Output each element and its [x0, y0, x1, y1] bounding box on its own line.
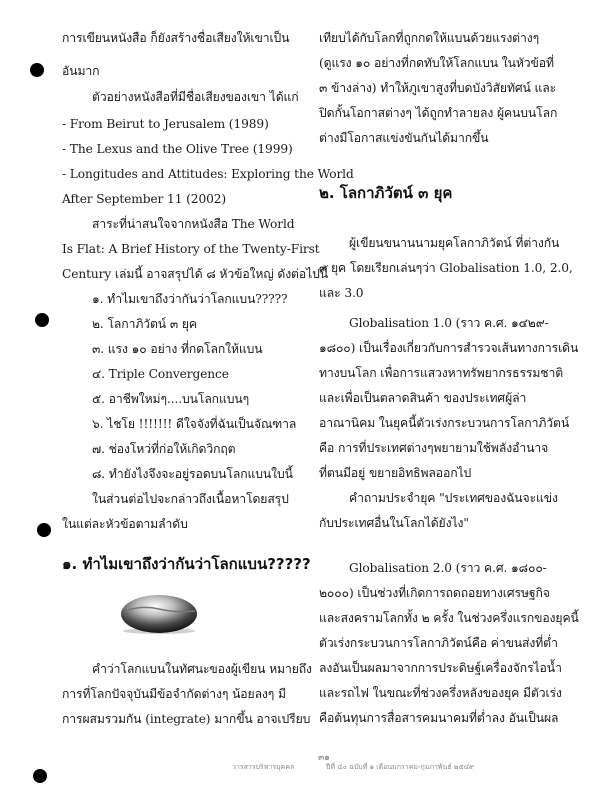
topic-list-item: ๓. แรง ๑๐ อย่าง ที่กดโลกให้แบน: [92, 342, 263, 356]
binder-hole-icon: [33, 769, 47, 783]
body-text-line: และรถไฟ ในขณะที่ช่วงครึ่งหลังของยุค มีตัวเร่ง: [319, 686, 562, 700]
body-text-line: ที่ตนมีอยู่ ขยายอิทธิพลออกไป: [319, 466, 472, 480]
topic-list-item: ๕. อาชีพใหม่ๆ....บนโลกแบนๆ: [92, 392, 250, 406]
topic-list-item: ๔. Triple Convergence: [92, 367, 229, 381]
topic-list-item: ๒. โลกาภิวัตน์ ๓ ยุค: [92, 317, 197, 331]
topic-list-item: ๘. ทำยังไงจึงจะอยู่รอดบนโลกแบนใบนี้: [92, 467, 293, 481]
body-text-line: คำว่าโลกแบนในทัศนะของผู้เขียน หมายถึง: [92, 662, 312, 676]
body-text-line: ๒๐๐๐) เป็นช่วงที่เกิดการถดถอยทางเศรษฐกิจ: [319, 586, 550, 600]
book-list-item: - From Beirut to Jerusalem (1989): [62, 117, 269, 131]
section-heading-1: ๑. ทำไมเขาถึงว่ากันว่าโลกแบน?????: [62, 555, 311, 573]
body-text-line: อันมาก: [62, 64, 100, 78]
body-text-line: ในแต่ละหัวข้อตามลำดับ: [62, 517, 188, 531]
body-text-line: Is Flat: A Brief History of the Twenty-First: [62, 242, 320, 256]
body-text-line: ตัวอย่างหนังสือที่มีชื่อเสียงของเขา ได้แก่: [92, 90, 299, 104]
topic-list-item: ๖. ไชโย !!!!!!! ดีใจจังที่ฉันเป็นจัณฑาล: [92, 417, 297, 431]
body-text-line: ๓ ข้างล่าง) ทำให้ภูเขาสูงที่บดบังวิสัยทัศน์ และ: [319, 81, 557, 95]
body-text-line: กับประเทศอื่นในโลกได้ยังไง": [319, 516, 469, 530]
body-text-line: คือ การที่ประเทศต่างๆพยายามใช้พลังอำนาจ: [319, 441, 549, 455]
body-text-line: คำถามประจำยุค "ประเทศของฉันจะแข่ง: [349, 491, 558, 505]
body-text-line: เทียบได้กับโลกที่ถูกกดให้แบนด้วยแรงต่างๆ: [319, 31, 540, 45]
body-text-line: Globalisation 1.0 (ราว ค.ศ. ๑๔๒๙-: [349, 316, 549, 330]
body-text-line: (ดูแรง ๑๐ อย่างที่กดทับให้โลกแบน ในหัวข้อที่: [319, 56, 554, 70]
topic-list-item: ๗. ช่องโหว่ที่ก่อให้เกิดวิกฤต: [92, 442, 236, 456]
binder-hole-icon: [37, 523, 51, 537]
body-text-line: และ 3.0: [319, 286, 364, 300]
body-text-line: ในส่วนต่อไปจะกล่าวถึงเนื้อหาโดยสรุป: [92, 492, 289, 506]
body-text-line: และสงครามโลกทั้ง ๒ ครั้ง ในช่วงครึ่งแรกของยุคนี้: [319, 611, 579, 625]
body-text-line: และเพื่อเป็นตลาดสินค้า ของประเทศผู้ล่า: [319, 391, 527, 405]
body-text-line: Century เล่มนี้ อาจสรุปได้ ๘ หัวข้อใหญ่ ดังต่อไปนี้: [62, 267, 328, 281]
body-text-line: การผสมรวมกัน (integrate) มากขึ้น อาจเปรียบ: [62, 712, 311, 726]
body-text-line: ทางบนโลก เพื่อการแสวงหาทรัพยากรธรรมชาติ: [319, 366, 564, 380]
issue-info: ปีที่ ๔๐ ฉบับที่ ๑ เดือนมกราคม-กุมภาพันธ์ ๒๕๔๙: [326, 763, 475, 771]
body-text-line: ต่างมีโอกาสแข่งขันกันได้มากขึ้น: [319, 131, 489, 145]
journal-name: วารสารบริหารบุคคล: [232, 763, 295, 771]
body-text-line: สาระที่น่าสนใจจากหนังสือ The World: [92, 217, 295, 231]
body-text-line: Globalisation 2.0 (ราว ค.ศ. ๑๘๐๐-: [349, 561, 547, 575]
body-text-line: คือต้นทุนการสื่อสารคมนาคมที่ต่ำลง อันเป็นผล: [319, 711, 559, 725]
body-text-line: ลงอันเป็นผลมาจากการประดิษฐ์เครื่องจักรไอน้ำ: [319, 661, 562, 675]
body-text-line: ปิดกั้นโอกาสต่างๆ ได้ถูกทำลายลง ผู้คนบนโลก: [319, 106, 558, 120]
binder-hole-icon: [30, 63, 44, 77]
flat-earth-illustration: [117, 591, 201, 635]
body-text-line: อาณานิคม ในยุคนี้ตัวเร่งกระบวนการโลกาภิวัตน์: [319, 416, 570, 430]
book-list-item: After September 11 (2002): [62, 192, 227, 206]
body-text-line: ๓ ยุค โดยเรียกเล่นๆว่า Globalisation 1.0, 2.0,: [319, 261, 573, 275]
book-list-item: - The Lexus and the Olive Tree (1999): [62, 142, 293, 156]
body-text-line: ๑๘๐๐) เป็นเรื่องเกี่ยวกับการสำรวจเส้นทางการเดิน: [319, 341, 579, 355]
binder-hole-icon: [35, 313, 49, 327]
section-heading-2: ๒. โลกาภิวัตน์ ๓ ยุค: [319, 184, 453, 202]
body-text-line: การที่โลกปัจจุบันมีข้อจำกัดต่างๆ น้อยลงๆ มี: [62, 687, 286, 701]
body-text-line: ตัวเร่งกระบวนการโลกาภิวัตน์คือ ค่าขนส่งที่ต่ำ: [319, 636, 558, 650]
book-list-item: - Longitudes and Attitudes: Exploring the World: [62, 167, 354, 181]
page-number: ๓๑: [318, 753, 330, 763]
body-text-line: ผู้เขียนขนานนามยุคโลกาภิวัตน์ ที่ต่างกัน: [349, 236, 560, 250]
topic-list-item: ๑. ทำไมเขาถึงว่ากันว่าโลกแบน?????: [92, 292, 288, 306]
body-text-line: การเขียนหนังสือ ก็ยังสร้างชื่อเสียงให้เขาเป็น: [62, 31, 290, 45]
